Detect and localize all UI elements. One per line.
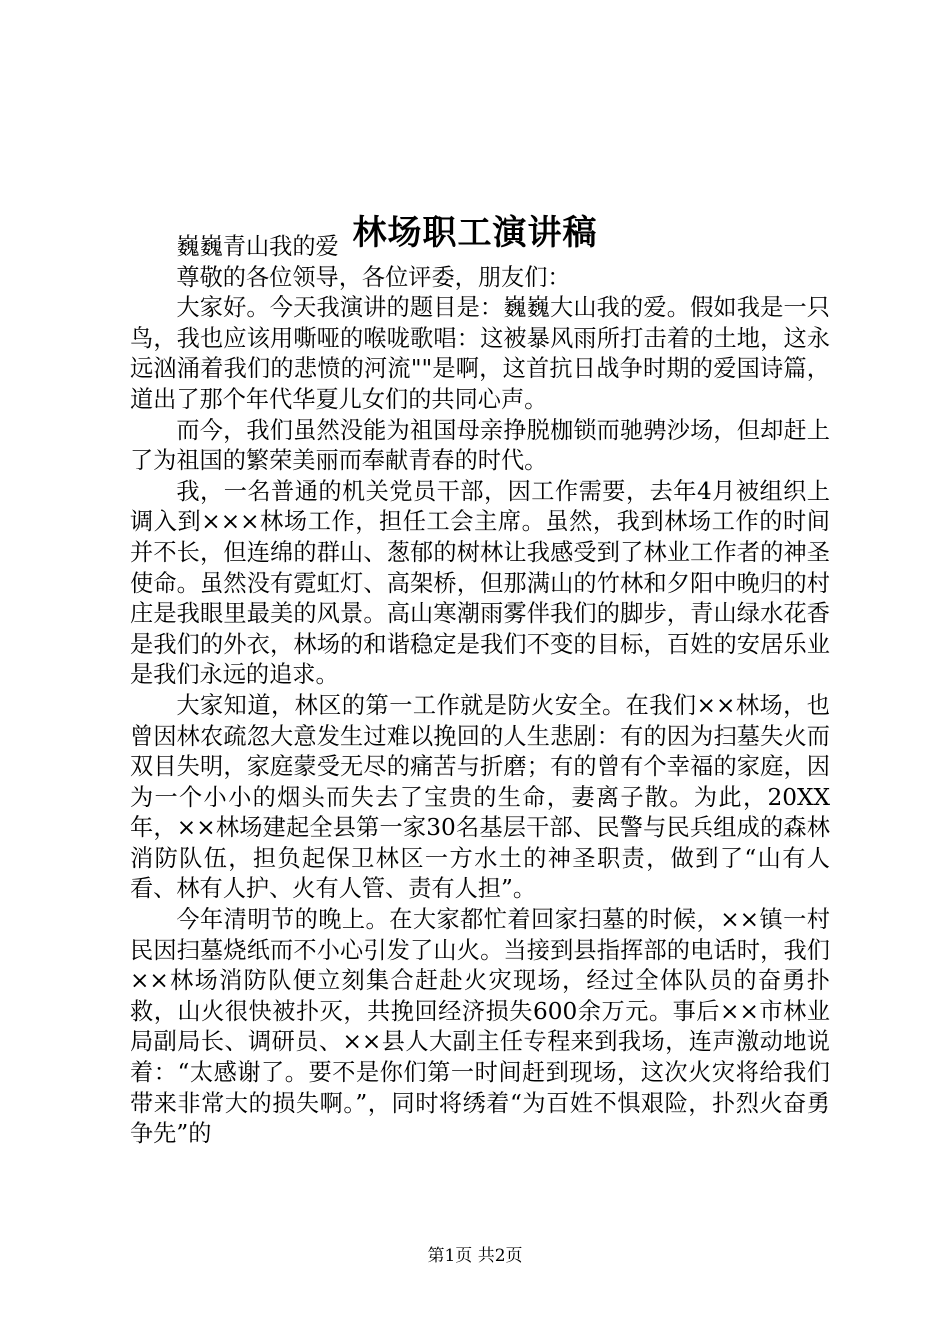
body-paragraph: 大家知道，林区的第一工作就是防火安全。在我们××林场，也曾因林农疏忽大意发生过难以挽回的人生悲剧：有的因为扫墓失火而双目失明，家庭蒙受无尽的痛苦与折磨；有的曾有个幸福的家庭，因为一个小小的烟头而失去了宝贵的生命，妻离子散。为此，20XX年，××林场建起全县第一家30名基层干部、民警与民兵组成的森林消防队伍，担负起保卫林区一方水土的神圣职责，做到了“山有人看、林有人护、火有人管、责有人担”。 — [130, 691, 830, 903]
body-paragraph: 今年清明节的晚上。在大家都忙着回家扫墓的时候，××镇一村民因扫墓烧纸而不小心引发了山火。当接到县指挥部的电话时，我们××林场消防队便立刻集合赶赴火灾现场，经过全体队员的奋勇扑救，山火很快被扑灭，共挽回经济损失600余万元。事后××市林业局副局长、调研员、××县人大副主任专程来到我场，连声激动地说着：“太感谢了。要不是你们第一时间赶到现场，这次火灾将给我们带来非常大的损失啊。”，同时将绣着“为百姓不惧艰险，扑烈火奋勇争先”的 — [130, 906, 830, 1148]
body-paragraph: 我，一名普通的机关党员干部，因工作需要，去年4月被组织上调入到×××林场工作，担任工会主席。虽然，我到林场工作的时间并不长，但连绵的群山、葱郁的树林让我感受到了林业工作者的神圣使命。虽然没有霓虹灯、高架桥，但那满山的竹林和夕阳中晚归的村庄是我眼里最美的风景。高山寒潮雨雾伴我们的脚步，青山绿水花香是我们的外衣，林场的和谐稳定是我们不变的目标，百姓的安居乐业是我们永远的追求。 — [130, 477, 830, 689]
body-paragraph: 而今，我们虽然没能为祖国母亲挣脱枷锁而驰骋沙场，但却赶上了为祖国的繁荣美丽而奉献青春的时代。 — [130, 416, 830, 475]
body-paragraph: 大家好。今天我演讲的题目是：巍巍大山我的爱。假如我是一只鸟，我也应该用嘶哑的喉咙歌唱：这被暴风雨所打击着的土地，这永远汹涌着我们的悲愤的河流""是啊，这首抗日战争时期的爱国诗篇，道出了那个年代华夏儿女们的共同心声。 — [130, 294, 830, 413]
document-title: 林场职工演讲稿 — [352, 212, 598, 253]
salutation-paragraph: 尊敬的各位领导，各位评委，朋友们： — [176, 263, 571, 291]
subtitle-paragraph: 巍巍青山我的爱 — [176, 233, 339, 260]
document-body — [130, 232, 830, 1150]
page-number-footer: 第1页 共2页 — [427, 1246, 523, 1266]
